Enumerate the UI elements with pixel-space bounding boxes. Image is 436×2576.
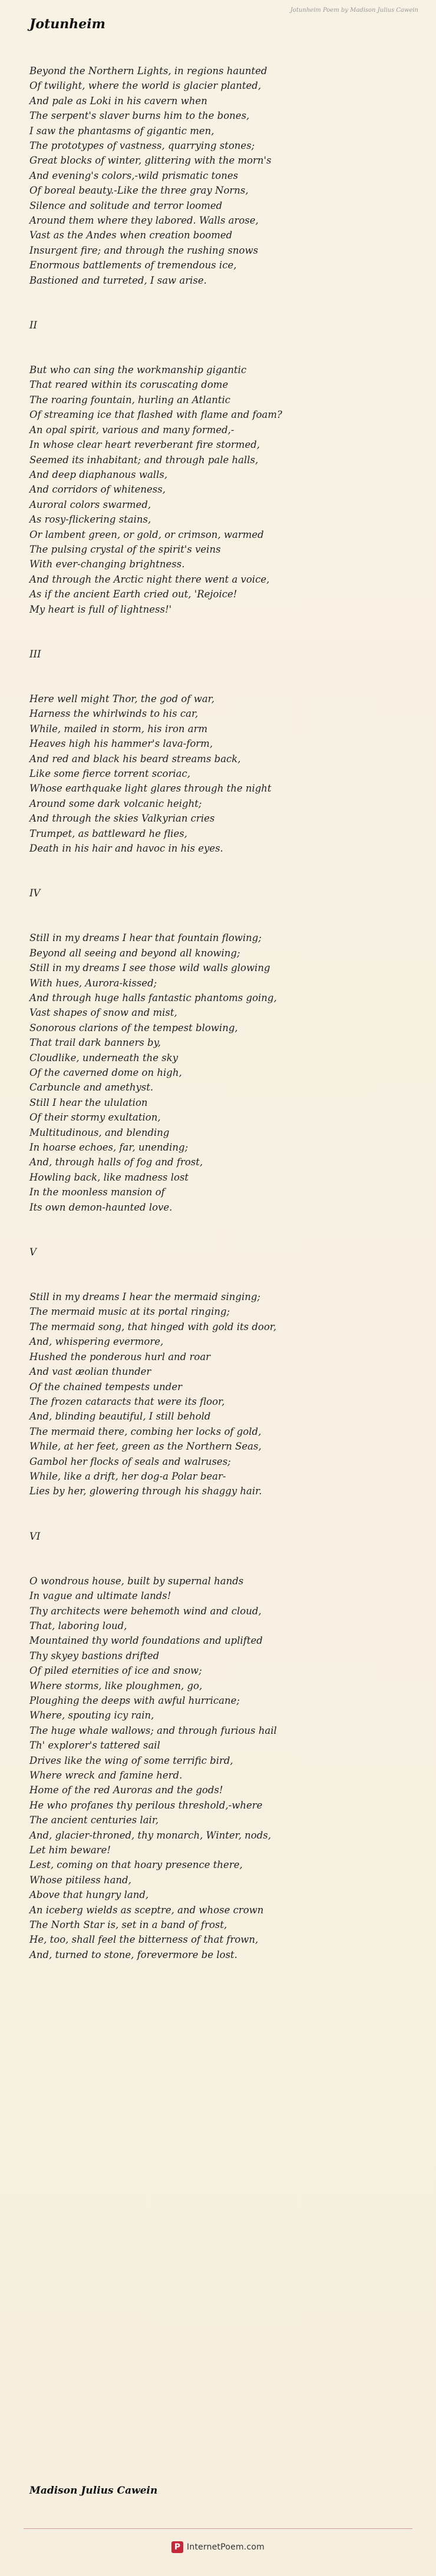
poem-line: In vague and ultimate lands! <box>29 1590 171 1602</box>
poem-line: While, at her feet, green as the Northern Seas, <box>29 1441 262 1452</box>
section-number: III <box>29 648 41 660</box>
section-spacer <box>29 662 407 676</box>
poem-line: Of boreal beauty.-Like the three gray Norns, <box>29 185 249 197</box>
section-spacer <box>29 1259 407 1274</box>
poem-line: As if the ancient Earth cried out, 'Rejoice! <box>29 589 237 600</box>
poem-line: As rosy-flickering stains, <box>29 514 151 526</box>
poem-line: Of piled eternities of ice and snow; <box>29 1665 202 1677</box>
section-number: IV <box>29 888 41 899</box>
section-spacer <box>29 1215 407 1229</box>
poem-line: In hoarse echoes, far, unending; <box>29 1142 189 1154</box>
poem-line: Seemed its inhabitant; and through pale halls, <box>29 454 259 466</box>
poem-line: Carbuncle and amethyst. <box>29 1082 154 1093</box>
section-spacer <box>29 916 407 930</box>
section-spacer <box>29 1229 407 1244</box>
section-spacer <box>29 333 407 347</box>
poem-line: That trail dark banners by, <box>29 1037 161 1049</box>
poem-line: The huge whale wallows; and through furious hail <box>29 1724 277 1736</box>
poem-line: He who profanes thy perilous threshold,-where <box>29 1799 263 1811</box>
poem-line: Vast shapes of snow and mist, <box>29 1007 177 1019</box>
poem-line: Howling back, like madness lost <box>29 1171 189 1183</box>
poem-line: Still in my dreams I hear the mermaid singing; <box>29 1291 260 1303</box>
poem-line: And red and black his beard streams back, <box>29 753 241 765</box>
poem-line: The mermaid song, that hinged with gold its door, <box>29 1321 277 1332</box>
poem-body <box>29 64 407 1962</box>
poem-line: Multitudinous, and blending <box>29 1126 170 1138</box>
poem-line: That reared within its coruscating dome <box>29 379 229 391</box>
poem-line: Still in my dreams I hear that fountain flowing; <box>29 932 262 944</box>
poem-line: Hushed the ponderous hurl and roar <box>29 1351 211 1362</box>
poem-line: The prototypes of vastness, quarrying stones; <box>29 140 255 152</box>
poem-line: Thy skyey bastions drifted <box>29 1650 160 1661</box>
section-spacer <box>29 677 407 692</box>
poem-line: Home of the red Auroras and the gods! <box>29 1784 223 1796</box>
poem-line: Of twilight, where the world is glacier planted, <box>29 80 262 92</box>
poem-line: Of the caverned dome on high, <box>29 1067 182 1079</box>
poem-line: Beyond all seeing and beyond all knowing; <box>29 947 240 959</box>
poem-line: And deep diaphanous walls, <box>29 468 168 480</box>
poem-line: I saw the phantasms of gigantic men, <box>29 125 214 137</box>
poem-section <box>29 1499 407 1963</box>
poem-line: Or lambent green, or gold, or crimson, warmed <box>29 529 264 540</box>
section-spacer <box>29 303 407 317</box>
section-spacer <box>29 1499 407 1514</box>
poem-line: And through the skies Valkyrian cries <box>29 813 215 825</box>
poem-line: In the moonless mansion of <box>29 1186 165 1198</box>
poem-line: The pulsing crystal of the spirit's veins <box>29 543 221 555</box>
poem-line: Its own demon-haunted love. <box>29 1201 173 1213</box>
poem-line: Sonorous clarions of the tempest blowing, <box>29 1022 238 1033</box>
poem-line: Enormous battlements of tremendous ice, <box>29 260 237 271</box>
poem-line: Above that hungry land, <box>29 1889 149 1901</box>
poem-line: Beyond the Northern Lights, in regions haunted <box>29 65 267 77</box>
poem-line: Still in my dreams I see those wild walls glowing <box>29 962 270 974</box>
poem-line: An opal spirit, various and many formed,- <box>29 424 234 436</box>
poem-line: The mermaid there, combing her locks of gold, <box>29 1425 262 1437</box>
section-spacer <box>29 1558 407 1573</box>
section-spacer <box>29 288 407 303</box>
poem-line: Harness the whirlwinds to his car, <box>29 708 199 720</box>
poem-line: Of their stormy exultation, <box>29 1112 161 1124</box>
poem-section <box>29 64 407 288</box>
section-spacer <box>29 871 407 886</box>
poem-line: Where storms, like ploughmen, go, <box>29 1680 203 1691</box>
poem-line: And, glacier-throned, thy monarch, Winter, nods, <box>29 1829 272 1841</box>
poem-line: Silence and solitude and terror loomed <box>29 200 223 211</box>
section-spacer <box>29 631 407 646</box>
poem-line: Death in his hair and havoc in his eyes. <box>29 843 223 854</box>
poem-line: Lies by her, glowering through his shaggy hair. <box>29 1485 262 1497</box>
poem-line: Bastioned and turreted, I saw arise. <box>29 274 207 286</box>
section-spacer <box>29 348 407 363</box>
poem-line: With ever-changing brightness. <box>29 559 185 570</box>
poem-line: He, too, shall feel the bitterness of that frown, <box>29 1934 259 1946</box>
poem-line: The ancient centuries lair, <box>29 1814 159 1826</box>
poem-line: The North Star is, set in a band of frost, <box>29 1919 227 1931</box>
poem-line: Lest, coming on that hoary presence there, <box>29 1859 243 1871</box>
poem-line: And through the Arctic night there went a voice, <box>29 573 270 585</box>
poem-author[interactable]: Madison Julius Cawein <box>29 2485 158 2497</box>
section-number: V <box>29 1246 37 1258</box>
poem-line: Where, spouting icy rain, <box>29 1710 154 1721</box>
poem-line: Whose earthquake light glares through the night <box>29 783 272 795</box>
poem-section <box>29 288 407 617</box>
poem-logo-icon: P <box>171 2541 183 2553</box>
poem-line: Cloudlike, underneath the sky <box>29 1052 179 1063</box>
poem-section <box>29 617 407 856</box>
section-number: II <box>29 319 38 331</box>
poem-line: Let him beware! <box>29 1844 111 1856</box>
poem-line: The frozen cataracts that were its floor, <box>29 1395 225 1407</box>
poem-line: Of the chained tempests under <box>29 1381 182 1392</box>
poem-line: Auroral colors swarmed, <box>29 498 151 510</box>
poem-line: Of streaming ice that flashed with flame and foam? <box>29 409 282 421</box>
poem-line: Vast as the Andes when creation boomed <box>29 230 233 241</box>
site-logo[interactable] <box>0 2541 436 2553</box>
footer-divider <box>24 2528 412 2529</box>
section-spacer <box>29 617 407 631</box>
poem-line: Whose pitiless hand, <box>29 1874 131 1886</box>
poem-line: While, like a drift, her dog-a Polar bear- <box>29 1470 226 1482</box>
poem-line: Like some fierce torrent scoriac, <box>29 767 190 779</box>
poem-line: Th' explorer's tattered sail <box>29 1740 160 1751</box>
section-spacer <box>29 901 407 916</box>
poem-line: Mountained thy world foundations and uplifted <box>29 1635 263 1647</box>
header-credit: Jotunheim Poem by Madison Julius Cawein <box>290 7 418 14</box>
poem-line: Thy architects were behemoth wind and cloud, <box>29 1605 262 1617</box>
poem-line: Around them where they labored. Walls arose, <box>29 215 259 227</box>
section-spacer <box>29 1544 407 1558</box>
section-number: VI <box>29 1530 41 1542</box>
poem-section <box>29 856 407 1215</box>
poem-line: Ploughing the deeps with awful hurricane; <box>29 1694 240 1706</box>
section-spacer <box>29 856 407 870</box>
poem-line: My heart is full of lightness!' <box>29 603 172 615</box>
section-spacer <box>29 1514 407 1528</box>
poem-line: Heaves high his hammer's lava-form, <box>29 738 213 750</box>
poem-section <box>29 1215 407 1499</box>
poem-title: Jotunheim <box>29 16 105 32</box>
poem-line: The mermaid music at its portal ringing; <box>29 1306 230 1318</box>
poem-line: And, blinding beautiful, I still behold <box>29 1411 211 1422</box>
poem-line: With hues, Aurora-kissed; <box>29 977 157 989</box>
poem-line: And, through halls of fog and frost, <box>29 1156 203 1168</box>
poem-line: And pale as Loki in his cavern when <box>29 95 207 107</box>
poem-line: And through huge halls fantastic phantoms going, <box>29 992 277 1003</box>
poem-line: While, mailed in storm, his iron arm <box>29 723 208 734</box>
poem-line: Around some dark volcanic height; <box>29 797 202 809</box>
poem-line: Insurgent fire; and through the rushing snows <box>29 244 259 256</box>
poem-line: The roaring fountain, hurling an Atlantic <box>29 394 231 405</box>
poem-line: Drives like the wing of some terrific bird, <box>29 1754 233 1766</box>
poem-line: And, turned to stone, forevermore be lost. <box>29 1949 237 1960</box>
poem-line: And evening's colors,-wild prismatic tones <box>29 169 239 181</box>
poem-line: Great blocks of winter, glittering with the morn's <box>29 155 272 167</box>
poem-line: Trumpet, as battleward he flies, <box>29 827 187 839</box>
poem-line: An iceberg wields as sceptre, and whose crown <box>29 1904 264 1916</box>
poem-line: And vast æolian thunder <box>29 1366 151 1378</box>
poem-line: But who can sing the workmanship gigantic <box>29 364 247 376</box>
poem-line: Where wreck and famine herd. <box>29 1770 183 1781</box>
poem-line: O wondrous house, built by supernal hands <box>29 1575 244 1587</box>
poem-line: And corridors of whiteness, <box>29 484 166 496</box>
poem-line: And, whispering evermore, <box>29 1336 164 1348</box>
poem-line: Here well might Thor, the god of war, <box>29 693 214 704</box>
site-name: InternetPoem.com <box>187 2542 265 2552</box>
poem-line: Gambol her flocks of seals and walruses; <box>29 1455 231 1467</box>
poem-line: In whose clear heart reverberant fire stormed, <box>29 439 260 451</box>
poem-line: The serpent's slaver burns him to the bones, <box>29 110 250 122</box>
poem-line: Still I hear the ululation <box>29 1096 148 1108</box>
poem-line: That, laboring loud, <box>29 1620 127 1631</box>
section-spacer <box>29 1275 407 1289</box>
